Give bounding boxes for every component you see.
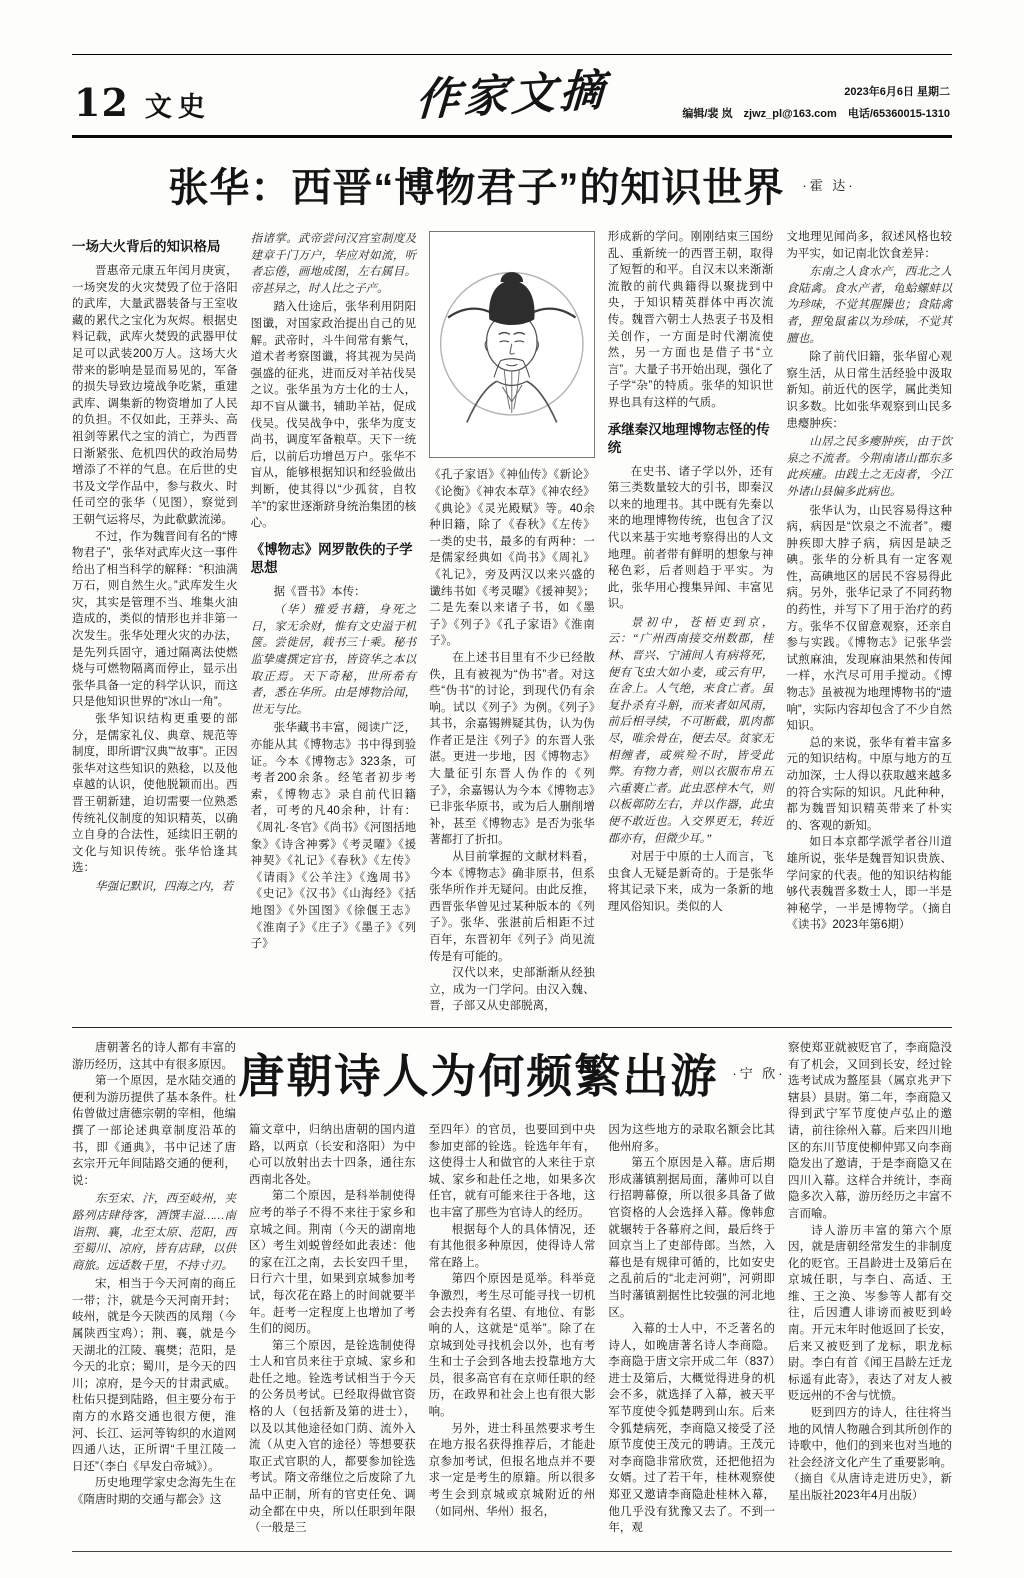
body-paragraph: 历史地理学家史念海先生在《隋唐时期的交通与都会》这 [72, 1477, 236, 1507]
article2-column-1 [72, 1040, 236, 1509]
page-bottom-rule [72, 1551, 952, 1552]
body-paragraph: 除了前代旧籍，张华留心观察生活，从日常生活经验中汲取新知。前近代的医学，属此类知识多数。比如张华观察到山民多患瘿肿疾： [786, 351, 952, 430]
quote-block: 东南之人食水产，西北之人食陆禽。食水产者，龟蛤螺蚌以为珍味，不觉其腥臊也；食陆禽者，狸兔鼠雀以为珍味，不觉其膻也。 [786, 266, 952, 345]
article-tang-poets [72, 1040, 952, 1537]
body-paragraph: 从目前掌握的文献材料看，今本《博物志》确非原书，但系张华所作并无疑问。由此反推，西晋张华曾见过某种版本的《列子》。张华、张湛前后相距不过百年，东晋初年《列子》尚见流传是有可能的。 [429, 851, 595, 963]
body-paragraph: 汉代以来，史部渐渐从经独立，成为一门学问。由汉入魏、晋，子部又从史部脱离， [429, 967, 595, 1013]
body-paragraph: 另外，进士科虽然要求考生在地方报名获得推荐后，才能赴京参加考试，但报名地点并不要求一定是考生的原籍。所以很多考生会到京城或京城附近的州（如同州、华州）报名， [428, 1422, 596, 1518]
quote-block: 景初中，苍梧吏到京，云：“广州西南接交州数郡，桂林、晋兴、宁浦间人有病将死，便有飞虫大如小麦，或云有甲，在舍上。人气绝，来食亡者。虽复扑杀有斗斛，而来者如风雨，前后相寻续，不可断截，肌肉都尽，唯余骨在，便去尽。贫家无相缠者，或殡殓不时，皆受此弊。有物力者，则以衣服布帛五六重裹亡者。此虫恶梓木气，则以板鄣防左右，并以作器，此虫便不敢近也。入交界更无，转近郡亦有，但微少耳。” [607, 616, 774, 845]
article1-column-3 [429, 229, 595, 1015]
body-paragraph: 据《晋书》本传： [273, 585, 366, 598]
quote-block: 华强记默识，四海之内，若 [95, 880, 233, 893]
body-paragraph: 唐朝著名的诗人都有丰富的游历经历，这其中有很多原因。 [72, 1041, 236, 1071]
article2-author: ·宁 欣· [732, 1066, 786, 1082]
body-paragraph: 晋惠帝元康五年闰月庚寅，一场突发的火灾焚毁了位于洛阳的武库，大量武器装备与王室收藏的累代之宝化为灰烬。根据史料记载，武库火焚毁的武器甲仗足可以武装200万人。这场大火带来的影响是显而易见的，军备的损失导致边境战争吃紧，重建武库、调集新的物资增加了人民的负担。不仅如此，王莽头、高祖剑等累代之宝的消亡，为西晋日渐紧张、危机四伏的政治局势增添了不祥的气息。在后世的史书及文学作品中，参与救火、时任司空的张华（见图），察觉到王朝气运将尽，为此欷歔流涕。 [72, 265, 238, 526]
body-paragraph: 《孔子家语》《神仙传》《新论》《论衡》《神农本草》《神农经》《典论》《灵光殿赋》等。40余种旧籍，除了《春秋》《左传》一类的史书，最多的有两种：一是儒家经典如《尚书》《周礼》《礼记》，旁及两汉以来兴盛的谶纬书如《考灵曜》《援神契》；二是先秦以来诸子书，如《墨子》《列子》《孔子家语》《淮南子》。 [429, 469, 595, 648]
body-paragraph: 察使郑亚就被贬官了，李商隐没有了机会，又回到长安，经过铨选考试成为盩厔县（属京兆尹下辖县）县尉。第二年，李商隐又得到武宁军节度使卢弘止的邀请，前往徐州入幕。后来四川地区的东川节度使柳仲郢又向李商隐发出了邀请，于是李商隐又在四川入幕。这样合并统计，李商隐多次入幕，游历经历之丰富不言而喻。 [788, 1041, 952, 1220]
article1-column-5 [786, 229, 952, 934]
section-subhead: 承继秦汉地理博物志怪的传统 [607, 421, 770, 455]
article2-body [72, 1040, 952, 1537]
body-paragraph: 张华藏书丰富，阅读广泛，亦能从其《博物志》书中得到验证。今本《博物志》323条，可考者200余条。经笔者初步考索，《博物志》录自前代旧籍者，可考的凡40余种，计有：《周礼·冬官》《尚书》《河图括地象》《诗含神雾》《考灵曜》《援神契》《礼记》《春秋》《左传》《请雨》《公羊注》《逸周书》《史记》《汉书》《山海经》《括地图》《外国图》《徐偃王志》《淮南子》《庄子》《墨子》《列子》 [250, 722, 417, 951]
article2-column-3 [429, 1122, 596, 1520]
body-paragraph: 至四年）的官员，也要回到中央参加吏部的铨选。铨选年年有，这使得士人和做官的人来往于京城、家乡和赴任之地，如果多次任官，就有可能来往于各地，这也丰富了那些为官诗人的经历。 [428, 1123, 596, 1219]
section-subhead: 《博物志》网罗散佚的子学思想 [250, 541, 413, 575]
quote-block: 山居之民多瘿肿疾，由于饮泉之不流者。今荆南诸山郡东多此疾瘇。由践土之无卤者，今江外诸山县偏多此病也。 [786, 436, 952, 498]
article-divider-rule [72, 1027, 952, 1028]
masthead-logo: 作家文摘 [414, 64, 609, 127]
body-paragraph: 不过，作为魏晋间有名的“博物君子”，张华对武库火这一事件给出了相当科学的解释：“积油满万石，则自然生火。”武库发生火灾，其实是管理不当、堆集火油造成的，类似的情形也并非第一次发生。张华处理火灾的办法，是先列兵固守，通过隔离法使燃烧与可燃物隔离而停止，显示出张华具备一定的科学认识，而这只是他知识世界的“冰山一角”。 [72, 530, 238, 709]
body-paragraph: 第三个原因，是铨选制使得士人和官员来往于京城、家乡和赴任之地。铨选考试相当于今天的公务员考试。已经取得做官资格的人（包括新及第的进士），以及以其他途径如门荫、流外入流（从吏入官的途径）等想要获取正式官职的人，都要参加铨选考试。隋文帝继位之后废除了九品中正制，所有的官吏任免、调动全都在中央，所以任职到年限（一般是三 [249, 1339, 416, 1535]
article1-headline-row [72, 156, 952, 213]
page-number: 12 [74, 80, 129, 125]
article2-title: 唐朝诗人为何频繁出游 [238, 1049, 719, 1102]
body-paragraph: 在史书、诸子学以外，还有第三类数量较大的引书，即秦汉以来的地理书。其中既有先秦以来的地理博物传统，也包含了汉代以来基于实地考察得出的人文地理。前者带有鲜明的想象与神秘色彩，后者则趋于平实。为此，张华用心搜集异闻、丰富见识。 [607, 465, 774, 611]
body-paragraph: 篇文章中，归纳出唐朝的国内道路，以两京（长安和洛阳）为中心可以放射出去十四条，通往东西南北各处。 [249, 1123, 416, 1186]
article2-headline-row [238, 1040, 786, 1106]
section-label [74, 80, 211, 125]
body-paragraph: 贬到四方的诗人，往往将当地的风情人物融合到其所创作的诗歌中，他们的到来也对当地的社会经济文化产生了重要影响。（摘自《从唐诗走进历史》，新星出版社2023年4月出版） [788, 1407, 952, 1503]
section-subhead: 一场大火背后的知识格局 [72, 239, 221, 254]
article2-column-2 [249, 1122, 416, 1537]
body-paragraph: 对居于中原的士人而言，飞虫食人无疑是新奇的。于是张华将其记录下来，成为一条新的地理风俗知识。类似的人 [607, 851, 774, 913]
article2-middle-columns [249, 1122, 775, 1537]
body-paragraph: 第四个原因是觅举。科举竞争激烈，考生尽可能寻找一切机会去投奔有名望、有地位、有影响的人，这就是“觅举”。除了在京城到处寻找机会以外，也有考生和士子会到各地去投靠地方大员，很多高官有在京师任职的经历，在政界和社会上也有很大影响。 [428, 1273, 596, 1419]
editor-contact [674, 104, 950, 125]
body-paragraph: 张华认为，山民容易得这种病，病因是“饮泉之不流者”。瘿肿疾即大脖子病，病因是缺乏碘。张华的分析具有一定客观性，高碘地区的居民不容易得此病。另外，张华记录了不同药物的药性，并写下了用于治疗的药方。张华不仅留意观察，还亲自参与实践。《博物志》记张华尝试煎麻油，发现麻油果然和传闻一样，水汽尽可用手搅动。《博物志》虽被视为地理博物书的“遗响”，实际内容却包含了不少自然知识。 [786, 504, 952, 733]
body-paragraph: 如日本京都学派学者谷川道雄所说，张华是魏晋知识贵族、学问家的代表。他的知识结构能够代表魏晋多数士人，即一半是神秘学，一半是博物学。（摘自《读书》2023年第6期） [786, 836, 952, 932]
editor-name: 编辑/裴 岚 [682, 107, 733, 120]
article1-column-4 [608, 229, 774, 916]
article1-author: ·霍 达· [802, 178, 856, 193]
header-meta [674, 82, 950, 125]
quote-block: 指诸掌。武帝尝问汉宫室制度及建章千门万户，华应对如流，听者忘倦，画地成图，左右属目。帝甚异之，时人比之子产。 [250, 233, 417, 295]
article1-title: 张华：西晋“博物君子”的知识世界 [168, 166, 785, 210]
body-paragraph: 入幕的士人中，不乏著名的诗人，如晚唐著名诗人李商隐。李商隐于唐文宗开成二年（837）进士及第后，大概觉得进身的机会不多，就选择了入幕，被天平军节度使令狐楚聘到山东。后来令狐楚病死，李商隐又接受了泾原节度使王茂元的聘请。王茂元对李商隐非常欣赏，还把他招为女婿。过了若干年，桂林观察使郑亚又邀请李商隐赴桂林入幕，他几乎没有犹豫又去了。不到一年，观 [608, 1323, 776, 1535]
portrait-line-drawing [435, 237, 589, 452]
body-paragraph: 第二个原因，是科举制使得应考的举子不得不来往于家乡和京城之间。荆南（今天的湖南地区）考生刘蜕曾经如此表述：他的家在江之南，去长安四千里，日行六十里，如果到京城参加考试，每次花在路上的时间就要半年。赶考一定程度上也增加了考生们的阅历。 [249, 1190, 416, 1336]
article1-column-2 [251, 229, 417, 953]
page-header [72, 54, 952, 138]
body-paragraph: 在上述书目里有不少已经散佚，且有被视为“伪书”者。对这些“伪书”的讨论，到现代仍有余响。试以《列子》为例。《列子》其书，余嘉锡辨疑其伪，认为伪作者正是注《列子》的东晋人张湛。更进一步地，因《博物志》大量征引东晋人伪作的《列子》，余嘉锡认为今本《博物志》已非张华原书，或为后人删削增补，甚至《博物志》是否为张华著都打了折扣。 [429, 651, 595, 847]
article-zhanghua [72, 156, 952, 1015]
body-paragraph: 踏入仕途后，张华利用阴阳图谶，对国家政治提出自己的见解。武帝时，斗牛间常有紫气，道术者考察图谶，将其视为吴尚强盛的征兆，进而反对羊祜伐吴之议。张华虽为方士化的士人，却不盲从谶书，辅助羊祜，促成伐吴。伐吴战争中，张华为度支尚书，调度军备粮草。天下一统后，以前后功增邑万户。张华不盲从，能够根据知识和经验做出判断，使其得以“少孤贫，自牧羊”的家世逐渐跻身统治集团的核心。 [250, 301, 417, 530]
body-paragraph: 因为这些地方的录取名额会比其他州府多。 [608, 1123, 776, 1153]
section-name: 文史 [144, 92, 211, 122]
article1-column-3-text [429, 467, 595, 1015]
editor-phone: 电话/65360015-1310 [847, 107, 950, 120]
body-paragraph: 第一个原因，是水陆交通的便利为游历提供了基本条件。杜佑曾做过唐德宗朝的宰相，他编撰了一部论述典章制度沿革的书，即《通典》，书中记述了唐玄宗开元年间陆路交通的便利，说： [72, 1075, 236, 1187]
zhang-hua-portrait-image [429, 231, 595, 458]
editor-email: zjwz_pl@163.com [743, 107, 837, 120]
article1-column-1 [72, 229, 238, 898]
body-paragraph: 根据每个人的具体情况，还有其他很多种原因，使得诗人常常在路上。 [428, 1223, 596, 1269]
body-paragraph: 文地理见闻尚多，叙述风格也较为平实，如记南北饮食差异： [786, 231, 952, 260]
body-paragraph: 宋，相当于今天河南的商丘一带；汴，就是今天河南开封；岐州，就是今天陕西的凤翔（今属陕西宝鸡）；荆、襄，就是今天湖北的江陵、襄樊；范阳，是今天的北京；蜀川，是今天的四川；凉府，是今天的甘肃武威。杜佑只提到陆路，但主要分布于南方的水路交通也很方便，淮河、长江、运河等钩织的水道网四通八达，正所谓“千里江陵一日还”（李白《早发白帝城》）。 [72, 1278, 236, 1473]
issue-date: 2023年6月6日 星期二 [844, 86, 950, 99]
article2-column-5 [788, 1040, 952, 1505]
quote-block: 东至宋、汴，西至岐州，夹路列店肆待客，酒馔丰溢……南诣荆、襄，北至太原、范阳，西至蜀川、凉府，皆有店肆，以供商旅。远适数千里，不持寸刃。 [72, 1193, 236, 1272]
article1-body [72, 229, 952, 1015]
body-paragraph: 张华知识结构更重要的部分，是儒家礼仪、典章、规范等制度，即所谓“汉典”“故事”。正因张华对这些知识的熟稔，以及他卓越的认识，使他脱颖而出。西晋王朝新建，迫切需要一位熟悉传统礼仪制度的知识精英，以确立自身的合法性，延续旧王朝的文化与知识传统。张华恰逢其选： [72, 713, 238, 875]
body-paragraph: 总的来说，张华有着丰富多元的知识结构。中原与地方的互动加深，士人得以获取越来越多的符合实际的知识。凡此种种，都为魏晋知识精英带来了朴实的、客观的新知。 [786, 736, 952, 832]
body-paragraph: 形成新的学问。刚刚结束三国纷乱、重新统一的西晋王朝，取得了短暂的和平。自汉末以来渐渐流散的前代典籍得以聚拢到中央，于知识精英群体中再次流传。魏晋六朝士人热衷子书及相关创作，一方面是时代潮流使然，另一方面也是借子书“立言”。大量子书开始出现，强化了子学“杂”的特质。张华的知识世界也具有这样的气质。 [607, 231, 774, 409]
article2-column-4 [608, 1122, 775, 1537]
body-paragraph: 第五个原因是入幕。唐后期形成藩镇割据局面，藩帅可以自行招聘幕僚，所以很多具备了做官资格的人会选择入幕。像韩愈就辗转于各幕府之间，最后终于回京当上了吏部侍郎。当然，入幕也是有规律可循的，比如安史之乱前后的“北走河朔”，河朔即当时藩镇割据性比较强的河北地区。 [608, 1157, 776, 1319]
body-paragraph: 诗人游历丰富的第六个原因，就是唐朝经常发生的非制度化的贬官。王昌龄进士及第后在京城任职，与李白、高适、王维、王之涣、岑参等人都有交往，后因遭人诽谤而被贬到岭南。开元末年时他返回了长安，后来又被贬到了龙标，职龙标尉。李白有首《闻王昌龄左迁龙标遥有此寄》，表达了对友人被贬远州的不舍与忧愤。 [788, 1224, 952, 1403]
quote-block: （华）雅爱书籍，身死之日，家无余财，惟有文史溢于机箧。尝徙居，载书三十乘。秘书监挚虞撰定官书，皆资华之本以取正焉。天下奇秘，世所希有者，悉在华所。由是博物洽闻，世无与比。 [250, 604, 417, 716]
article2-middle [238, 1040, 786, 1537]
